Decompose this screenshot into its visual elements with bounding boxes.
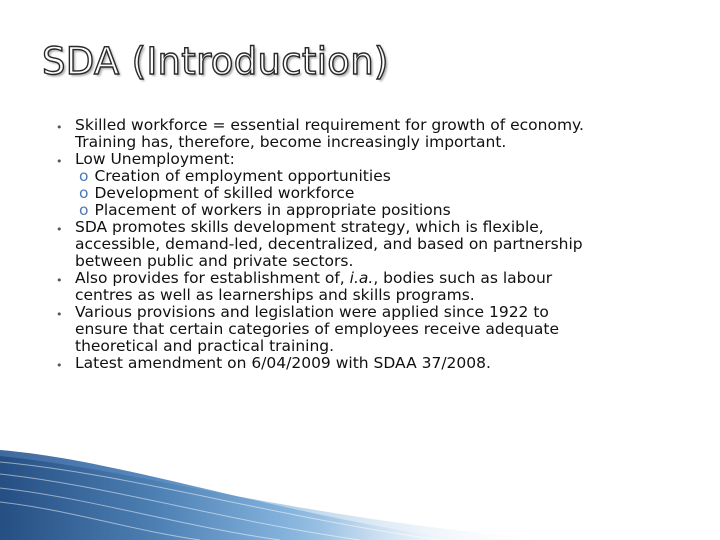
bullet-line: ensure that certain categories of employees receive adequate xyxy=(75,320,559,338)
bullet-line: accessible, demand-led, decentralized, and based on partnership xyxy=(75,235,583,253)
sub-bullet-marker: o xyxy=(79,167,89,185)
bullet-line: theoretical and practical training. xyxy=(75,337,335,355)
bullet-item-latest-amendment xyxy=(56,354,705,372)
bullet-marker: • xyxy=(56,274,63,287)
sub-bullet-marker: o xyxy=(79,201,89,219)
bullet-line: SDA promotes skills development strategy, which is flexible, xyxy=(75,218,544,236)
bullet-line: centres as well as learnerships and skills programs. xyxy=(75,286,475,304)
decorative-wave-graphic xyxy=(0,450,720,540)
sub-bullet-marker: o xyxy=(79,184,89,202)
bullet-item-skilled-workforce xyxy=(56,116,705,151)
bullet-marker: • xyxy=(56,308,63,321)
sub-item xyxy=(75,185,705,202)
bullet-item-low-unemployment xyxy=(56,150,705,219)
bullet-item-provisions xyxy=(56,303,705,355)
bullet-line: Various provisions and legislation were applied since 1922 to xyxy=(75,303,549,321)
italic-abbreviation: i.a. xyxy=(349,269,374,287)
bullet-line: Skilled workforce = essential requirement for growth of economy. xyxy=(75,116,584,134)
bullet-text-segment: , bodies such as labour xyxy=(373,269,553,287)
bullet-marker: • xyxy=(56,155,63,168)
sub-item-text: Creation of employment opportunities xyxy=(94,167,391,185)
bullet-text-segment: Also provides for establishment of, xyxy=(75,269,350,287)
bullet-line xyxy=(75,270,705,287)
sub-item-text: Placement of workers in appropriate positions xyxy=(94,201,451,219)
bullet-marker: • xyxy=(56,223,63,236)
bullet-line: Training has, therefore, become increasingly important. xyxy=(75,133,507,151)
bullet-line: Low Unemployment: xyxy=(75,150,235,168)
sub-item xyxy=(75,202,705,219)
sub-item xyxy=(75,168,705,185)
bullet-marker: • xyxy=(56,121,63,134)
bullet-line: between public and private sectors. xyxy=(75,252,354,270)
bullet-marker: • xyxy=(56,359,63,372)
bullet-item-sda-strategy xyxy=(56,218,705,270)
bullet-item-establishment xyxy=(56,269,705,304)
slide-title: SDA (Introduction) xyxy=(42,40,389,83)
bullet-line: Latest amendment on 6/04/2009 with SDAA 37/2008. xyxy=(75,354,491,372)
bullet-list xyxy=(56,116,705,372)
sub-item-text: Development of skilled workforce xyxy=(94,184,355,202)
